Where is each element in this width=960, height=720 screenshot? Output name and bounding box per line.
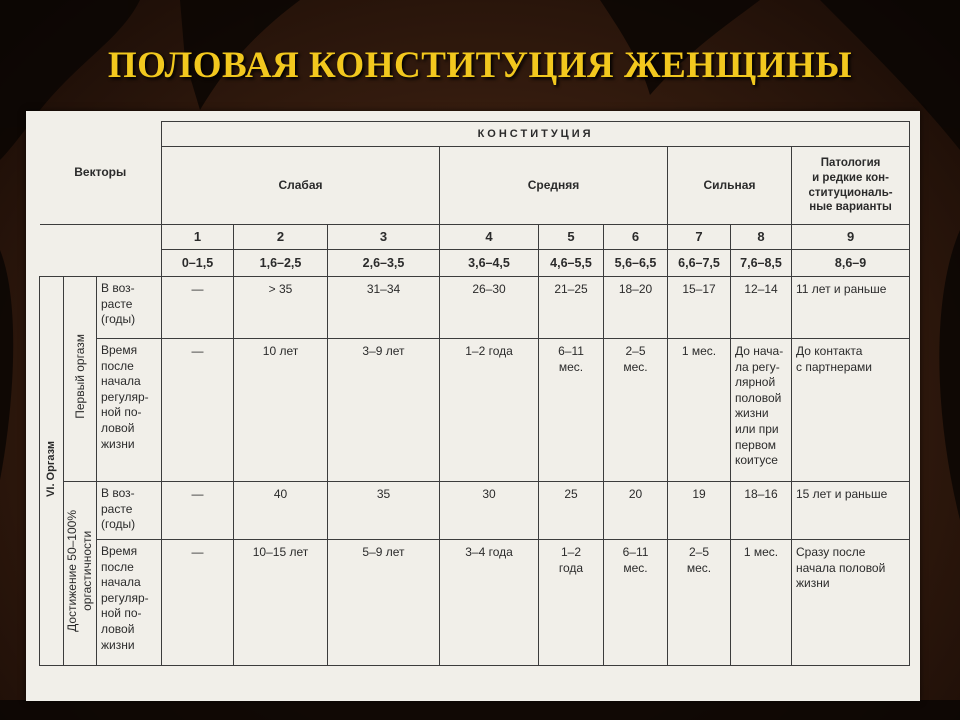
group-pathology: Патология и редкие кон- ституциональ- ные варианты bbox=[792, 147, 910, 225]
row-label-age: В воз- расте (годы) bbox=[97, 277, 162, 339]
table-cell: 19 bbox=[668, 482, 731, 540]
constitution-table bbox=[39, 121, 910, 666]
table-cell: 40 bbox=[234, 482, 328, 540]
group-weak: Слабая bbox=[162, 147, 440, 225]
table-cell: 21–25 bbox=[539, 277, 604, 339]
table-cell: 2–5 мес. bbox=[668, 540, 731, 666]
row-label-age: В воз- расте (годы) bbox=[97, 482, 162, 540]
table-cell: 15–17 bbox=[668, 277, 731, 339]
table-cell: > 35 bbox=[234, 277, 328, 339]
table-cell: 1 мес. bbox=[731, 540, 792, 666]
vectors-header bbox=[40, 122, 162, 225]
table-cell: 1 мес. bbox=[668, 339, 731, 482]
table-cell: 31–34 bbox=[328, 277, 440, 339]
range-cell: 1,6–2,5 bbox=[234, 250, 328, 277]
section-orgasm-label: VI. Оргазм bbox=[45, 440, 58, 497]
row-label-time: Время после начала регуляр- ной по- ловой жизни bbox=[97, 339, 162, 482]
table-cell: 2–5 мес. bbox=[604, 339, 668, 482]
table-cell: 35 bbox=[328, 482, 440, 540]
table-cell: 1–2 года bbox=[539, 540, 604, 666]
subsection-first-orgasm-label: Первый оргазм bbox=[72, 334, 87, 420]
table-cell: 20 bbox=[604, 482, 668, 540]
subsection-first-orgasm bbox=[64, 277, 97, 482]
num-cell: 5 bbox=[539, 225, 604, 250]
subsection-orgasticity bbox=[64, 482, 97, 666]
range-cell: 6,6–7,5 bbox=[668, 250, 731, 277]
table-cell: — bbox=[162, 540, 234, 666]
table-cell: 10 лет bbox=[234, 339, 328, 482]
table-cell: 6–11 мес. bbox=[539, 339, 604, 482]
range-cell: 0–1,5 bbox=[162, 250, 234, 277]
num-cell: 2 bbox=[234, 225, 328, 250]
table-cell: — bbox=[162, 339, 234, 482]
table-cell: 18–20 bbox=[604, 277, 668, 339]
page-title: ПОЛОВАЯ КОНСТИТУЦИЯ ЖЕНЩИНЫ bbox=[107, 45, 853, 86]
table-cell: 10–15 лет bbox=[234, 540, 328, 666]
num-cell: 9 bbox=[792, 225, 910, 250]
table-cell: Сразу после начала половой жизни bbox=[792, 540, 910, 666]
range-cell: 8,6–9 bbox=[792, 250, 910, 277]
num-cell: 7 bbox=[668, 225, 731, 250]
row-label-time: Время после начала регуляр- ной по- ловой жизни bbox=[97, 540, 162, 666]
vectors-spacer bbox=[40, 225, 162, 277]
num-cell: 6 bbox=[604, 225, 668, 250]
constitution-table-sheet bbox=[26, 111, 920, 701]
range-cell: 7,6–8,5 bbox=[731, 250, 792, 277]
table-cell: 3–4 года bbox=[440, 540, 539, 666]
table-cell: 1–2 года bbox=[440, 339, 539, 482]
table-cell: 30 bbox=[440, 482, 539, 540]
table-cell: — bbox=[162, 277, 234, 339]
table-cell: 15 лет и раньше bbox=[792, 482, 910, 540]
table-cell: 11 лет и раньше bbox=[792, 277, 910, 339]
range-cell: 4,6–5,5 bbox=[539, 250, 604, 277]
table-cell: 12–14 bbox=[731, 277, 792, 339]
group-medium: Средняя bbox=[440, 147, 668, 225]
table-cell: До нача- ла регу- лярной половой жизни или при первом коитусе bbox=[731, 339, 792, 482]
table-cell: 26–30 bbox=[440, 277, 539, 339]
num-cell: 1 bbox=[162, 225, 234, 250]
vectors-label: Векторы bbox=[74, 164, 127, 179]
range-cell: 2,6–3,5 bbox=[328, 250, 440, 277]
subsection-orgasticity-label: Достижение 50–100% оргастичности bbox=[65, 510, 94, 633]
table-cell: 25 bbox=[539, 482, 604, 540]
num-cell: 4 bbox=[440, 225, 539, 250]
table-cell: 5–9 лет bbox=[328, 540, 440, 666]
constitution-header: КОНСТИТУЦИЯ bbox=[162, 122, 910, 147]
group-strong: Сильная bbox=[668, 147, 792, 225]
table-cell: До контакта с партнерами bbox=[792, 339, 910, 482]
num-cell: 3 bbox=[328, 225, 440, 250]
table-cell: 3–9 лет bbox=[328, 339, 440, 482]
table-cell: 18–16 bbox=[731, 482, 792, 540]
table-cell: — bbox=[162, 482, 234, 540]
range-cell: 3,6–4,5 bbox=[440, 250, 539, 277]
section-orgasm bbox=[40, 277, 64, 666]
table-cell: 6–11 мес. bbox=[604, 540, 668, 666]
num-cell: 8 bbox=[731, 225, 792, 250]
range-cell: 5,6–6,5 bbox=[604, 250, 668, 277]
